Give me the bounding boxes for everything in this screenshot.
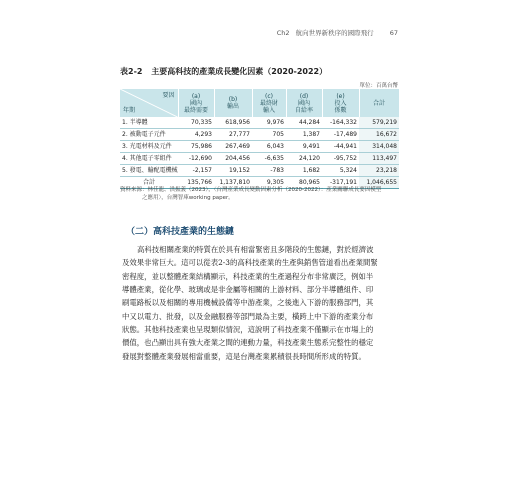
paragraph-line: 中又以電力、批發，以及金融服務等部門最為主要，橫跨上中下游的產業分布 — [122, 311, 374, 321]
table-row — [120, 117, 399, 129]
cell: 19,152 — [214, 165, 252, 177]
row-name: 5. 發電、輸配電機械 — [120, 165, 178, 177]
chapter-title: 航向世界新秩序的國際飛行 — [295, 29, 374, 37]
table-title: 主要高科技的產業成長變化因素（2020-2022） — [151, 67, 328, 76]
corner-top-label: 要因 — [162, 92, 175, 99]
cell: 1,387 — [286, 129, 322, 141]
cell-total: 314,048 — [359, 141, 399, 153]
cell: 44,284 — [286, 117, 322, 129]
chapter-label: Ch2 — [276, 29, 290, 37]
column-header: (b) 輸出 — [214, 89, 252, 117]
cell-total: 23,218 — [359, 165, 399, 177]
paragraph-line: 狀態。其他科技產業也呈現類似情況，這說明了科技產業不僅顯示在市場上的 — [122, 325, 374, 335]
table-row — [120, 129, 399, 141]
cell: 705 — [252, 129, 286, 141]
cell: 80,965 — [286, 177, 322, 189]
table-source-note — [120, 186, 402, 202]
body-paragraph — [122, 243, 404, 363]
row-name: 3. 光電材料及元件 — [120, 141, 178, 153]
cell: 27,777 — [214, 129, 252, 141]
cell: 75,986 — [178, 141, 214, 153]
cell: 6,043 — [252, 141, 286, 153]
table-row — [120, 153, 399, 165]
paragraph-line: 刷電路板以及相關的專用機械設備等中游產業，之後進入下游的服務部門，其 — [122, 298, 374, 308]
table-number: 表2-2 — [120, 67, 143, 76]
cell: -44,941 — [322, 141, 359, 153]
cell: -95,752 — [322, 153, 359, 165]
section-heading: （二）高科技產業的生態鏈 — [126, 227, 235, 237]
cell-total: 113,497 — [359, 153, 399, 165]
cell: -164,332 — [322, 117, 359, 129]
paragraph-line: 及效果非常巨大。這可以從表2-3的高科技產業的生產與銷售管道看出產業間緊 — [122, 258, 378, 268]
paragraph-line: 導體產業，從化學、玻璃或是非金屬等相關的上游材料、部分半導體組件、印 — [122, 285, 374, 295]
cell: -2,157 — [178, 165, 214, 177]
cell-grand-total: 1,046,655 — [359, 177, 399, 189]
cell: 204,456 — [214, 153, 252, 165]
column-header: (c) 最終財 輸入 — [252, 89, 286, 117]
cell: 9,491 — [286, 141, 322, 153]
cell: -12,690 — [178, 153, 214, 165]
cell: 618,956 — [214, 117, 252, 129]
table-row — [120, 165, 399, 177]
cell-total: 16,672 — [359, 129, 399, 141]
cell: -6,635 — [252, 153, 286, 165]
table-header-row — [120, 89, 399, 117]
row-name-total: 合計 — [120, 177, 178, 189]
paragraph-line: 高科技相關產業的特質在於具有相當緊密且多階段的生態鏈，對於經濟波 — [137, 245, 374, 254]
table-caption — [120, 66, 327, 77]
column-header: (d) 國內 自給率 — [286, 89, 322, 117]
cell: -317,191 — [322, 177, 359, 189]
row-name: 4. 其他電子零組件 — [120, 153, 178, 165]
row-name: 2. 被動電子元件 — [120, 129, 178, 141]
row-name: 1. 半導體 — [120, 117, 178, 129]
source-line: 之應用〉，台灣智庫working paper。 — [142, 195, 234, 201]
table-row — [120, 141, 399, 153]
source-line: 資料來源：林佳龍、洪振義（2023），〈台灣產業成長變動因素分析（2020-2022）：產業關聯成長要因模型 — [120, 187, 382, 193]
cell: 9,976 — [252, 117, 286, 129]
paragraph-line: 發展對整體產業發展相當重要，這是台灣產業累積很長時間所形成的特質。 — [122, 351, 366, 361]
page-number: 67 — [389, 29, 398, 37]
table-corner-cell — [120, 89, 178, 117]
running-head — [277, 28, 398, 37]
table-unit: 單位：百萬台幣 — [359, 83, 398, 89]
column-header: (a) 國內 最終需要 — [178, 89, 214, 117]
cell: 70,335 — [178, 117, 214, 129]
cell: -783 — [252, 165, 286, 177]
paragraph-line: 價值，也凸顯出具有強大產業之間的連動力量，科技產業生態系完整性的穩定 — [122, 338, 374, 348]
growth-factor-table — [120, 89, 400, 189]
column-header-total: 合計 — [359, 89, 399, 117]
corner-bottom-label: 年期 — [123, 107, 136, 114]
cell: 5,324 — [322, 165, 359, 177]
cell: 267,469 — [214, 141, 252, 153]
cell: 1,137,810 — [214, 177, 252, 189]
paragraph-line: 密程度，並以整體產業結構顯示，科技產業的生產過程分布非常廣泛，例如半 — [122, 271, 374, 281]
cell: 135,766 — [178, 177, 214, 189]
cell: 4,293 — [178, 129, 214, 141]
cell-total: 579,219 — [359, 117, 399, 129]
cell: 9,305 — [252, 177, 286, 189]
cell: -17,489 — [322, 129, 359, 141]
cell: 24,120 — [286, 153, 322, 165]
column-header: (e) 投入 係數 — [322, 89, 359, 117]
cell: 1,682 — [286, 165, 322, 177]
